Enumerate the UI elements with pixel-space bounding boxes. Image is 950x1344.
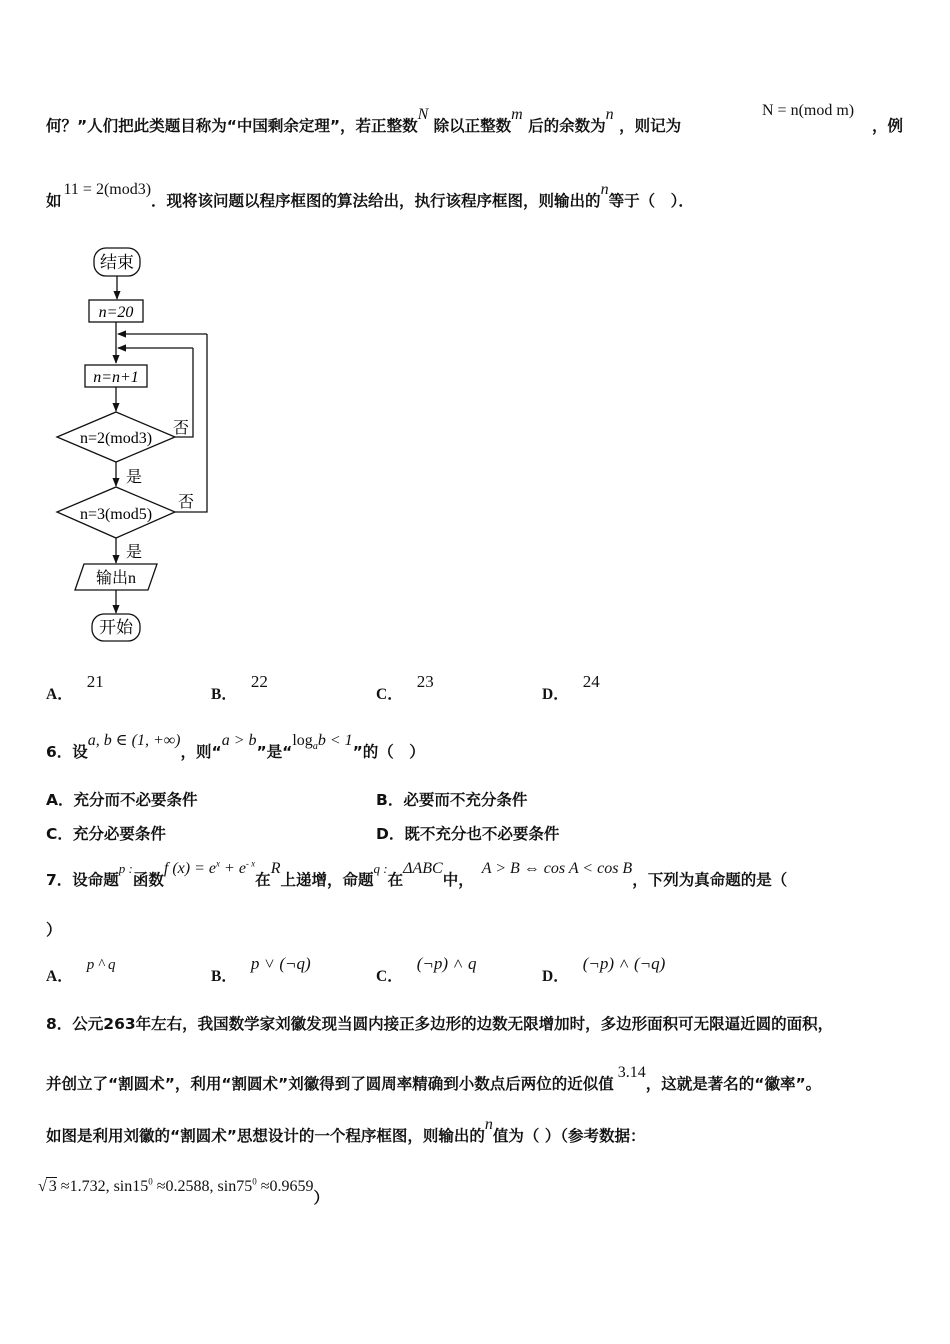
q7-text-c: 在 xyxy=(255,871,271,889)
no-label-1: 否 xyxy=(173,420,190,437)
q5-text-line2: ．现将该问题以程序框图的算法给出，执行该程序框图，则输出的 xyxy=(151,192,601,210)
mod-formula: N = n(mod m) xyxy=(762,102,855,119)
var-n-2: n xyxy=(600,181,609,198)
var-n: n xyxy=(605,106,614,123)
q5-text-end: 等于（ ）． xyxy=(608,192,694,210)
q7-option-b[interactable]: B．p ˅ (¬q) xyxy=(211,954,311,985)
q8-line-2 xyxy=(46,1064,822,1094)
q8-text-2a: 并创立了“割圆术”，利用“割圆术”刘徽得到了圆周率精确到小数点后两位的近似值 xyxy=(46,1075,614,1093)
increment-label: n=n+1 xyxy=(93,369,139,386)
q7-option-a[interactable]: A．p ^ q xyxy=(46,957,116,985)
q8-data-formula: √ 3 ≈1.732, $\sin 15^0 \approx 0.2588$, $\sin 75^0 \approx 0.9659$ xyxy=(38,1176,314,1195)
q7-text-f: 中， xyxy=(442,871,474,889)
q7-text-b: 函数 xyxy=(132,871,164,889)
q6-option-c[interactable]: C．充分必要条件 xyxy=(46,825,166,843)
start-label: 开始 xyxy=(99,618,133,637)
q5-option-b[interactable]: B．22 xyxy=(211,672,268,703)
output-label: 输出n xyxy=(95,570,137,587)
no-label-2: 否 xyxy=(178,494,195,511)
mod-example: 11 = 2(mod3) xyxy=(63,181,152,198)
q6-text-d: ”的（ ） xyxy=(352,743,425,761)
q7-option-c[interactable]: C．(¬p) ˄ q xyxy=(376,954,477,985)
q8-text-3b: 值为（ ）（参考数据： xyxy=(492,1127,646,1145)
var-m: m xyxy=(511,106,523,123)
q8-text-3a: 如图是利用刘徽的“割圆术”思想设计的一个程序框图，则输出的 xyxy=(46,1127,485,1145)
q7-stem xyxy=(46,858,788,890)
q5-text-ru: 如 xyxy=(46,192,62,210)
q7-text-d: 上递增，命题 xyxy=(280,871,374,889)
q6-option-b[interactable]: B．必要而不充分条件 xyxy=(376,791,528,809)
q5-text-a: 何？”人们把此类题目称为“中国剩余定理”，若正整数 xyxy=(46,117,418,135)
q6-option-a[interactable]: A．充分而不必要条件 xyxy=(46,791,198,809)
q5-option-a[interactable]: A．21 xyxy=(46,672,104,703)
q7-triangle: ΔABC xyxy=(403,860,443,877)
q7-text-a: 7．设命题 xyxy=(46,871,119,889)
q6-text-a: 6．设 xyxy=(46,743,88,761)
q7-text-e: 在 xyxy=(387,871,404,889)
q6-log: $\log_ab < 1$ xyxy=(292,732,353,753)
end-label: 结束 xyxy=(100,253,134,272)
yes-label-2: 是 xyxy=(126,544,143,561)
q5-text-c: 后的余数为 xyxy=(528,117,606,135)
condition-mod5-label: n=3(mod5) xyxy=(79,506,153,523)
q5-option-d[interactable]: D．24 xyxy=(542,672,600,703)
condition-mod3-label: n=2(mod3) xyxy=(79,430,153,447)
q8-line-1: 8．公元263年左右，我国数学家刘徽发现当圆内接正多边形的边数无限增加时，多边形面积可无限逼近圆的面积， xyxy=(46,1015,834,1033)
q8-close: ） xyxy=(313,1189,329,1207)
var-N: N xyxy=(417,106,429,123)
q5-option-c[interactable]: C．23 xyxy=(376,672,434,703)
flowchart xyxy=(40,240,280,650)
q5-text-b: 除以正整数 xyxy=(433,117,512,135)
q8-line-3 xyxy=(46,1116,646,1146)
q5-text-e: ，例 xyxy=(872,117,904,135)
q8-var-n: n xyxy=(484,1116,493,1133)
q7-p: p : xyxy=(118,861,133,876)
q7-close: ） xyxy=(46,921,62,939)
q8-reference-data xyxy=(38,1176,329,1208)
q6-set: a, b ∈ (1, +∞) xyxy=(87,732,181,749)
q7-R: R xyxy=(270,860,281,877)
q6-option-d[interactable]: D．既不充分也不必要条件 xyxy=(376,825,560,843)
q8-text-2b: ，这就是著名的“徽率”。 xyxy=(645,1075,822,1093)
q6-cond: a > b xyxy=(221,732,257,749)
q6-text-c: ”是“ xyxy=(256,743,293,761)
q7-option-d[interactable]: D．(¬p) ˄ (¬q) xyxy=(542,954,666,985)
init-label: n=20 xyxy=(98,304,134,321)
yes-label-1: 是 xyxy=(126,469,143,486)
q7-q: q : xyxy=(373,861,388,876)
q8-pi-value: 3.14 xyxy=(617,1064,646,1081)
q5-text-d: ，则记为 xyxy=(619,117,682,135)
q7-func: f $(x) = e^x + e^{- x}$ xyxy=(163,858,256,877)
q6-stem xyxy=(46,732,425,764)
q6-text-b: ，则“ xyxy=(180,743,222,761)
q5-stem-line-2 xyxy=(46,181,694,211)
q7-text-g: ，下列为真命题的是（ xyxy=(632,871,788,889)
q7-equiv: A > B ⇔ cos A < cos B xyxy=(481,860,633,877)
q5-stem-line-1 xyxy=(46,106,682,136)
